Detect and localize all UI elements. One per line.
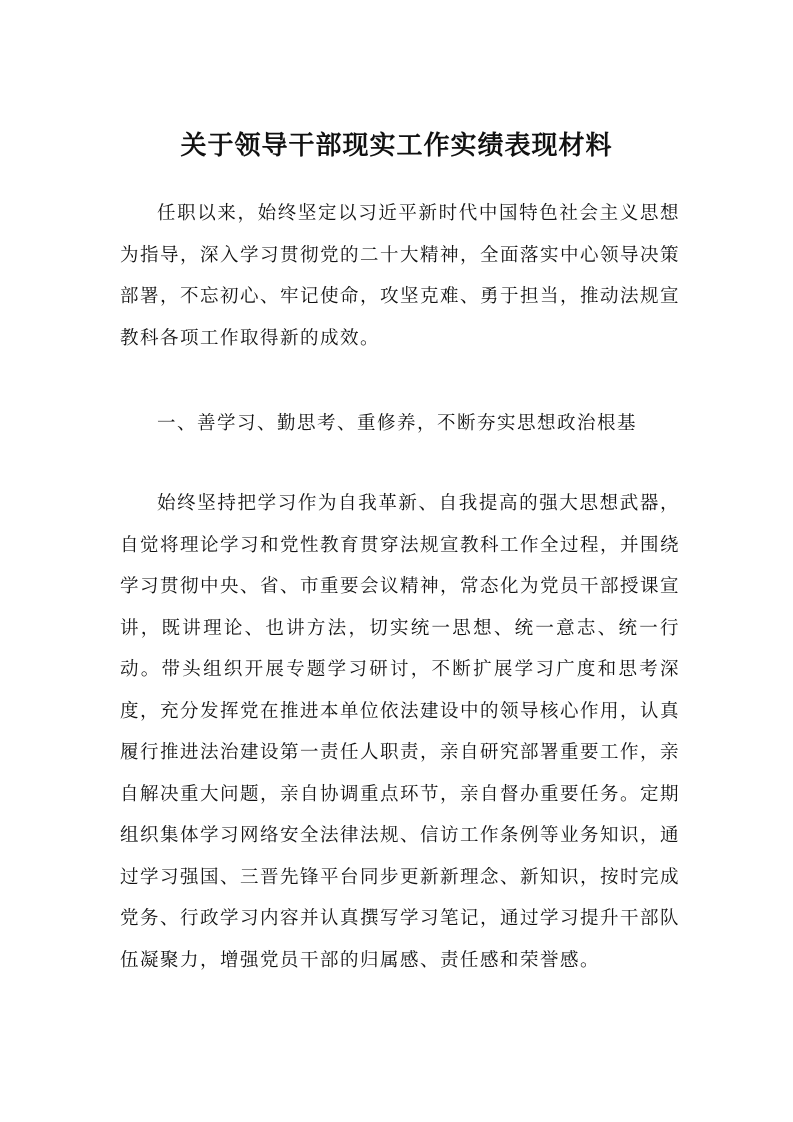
intro-paragraph: 任职以来，始终坚定以习近平新时代中国特色社会主义思想为指导，深入学习贯彻党的二十大精神，全面落实中心领导决策部署，不忘初心、牢记使命，攻坚克难、勇于担当，推动法规宣教科各项工作取得新的成效。 [120, 203, 681, 349]
body-paragraph: 始终坚持把学习作为自我革新、自我提高的强大思想武器，自觉将理论学习和党性教育贯穿法规宣教科工作全过程，并围绕学习贯彻中央、省、市重要会议精神，常态化为党员干部授课宣讲，既讲理论、也讲方法，切实统一思想、统一意志、统一行动。带头组织开展专题学习研讨，不断扩展学习广度和思考深度，充分发挥党在推进本单位依法建设中的领导核心作用，认真履行推进法治建设第一责任人职责，亲自研究部署重要工作，亲自解决重大问题，亲自协调重点环节，亲自督办重要任务。定期组织集体学习网络安全法律法规、信访工作条例等业务知识，通过学习强国、三晋先锋平台同步更新新理念、新知识，按时完成党务、行政学习内容并认真撰写学习笔记，通过学习提升干部队伍凝聚力，增强党员干部的归属感、责任感和荣誉感。 [120, 493, 681, 971]
document-title: 关于领导干部现实工作实绩表现材料 [180, 131, 613, 161]
section-heading: 一、善学习、勤思考、重修养，不断夯实思想政治根基 [157, 413, 638, 434]
